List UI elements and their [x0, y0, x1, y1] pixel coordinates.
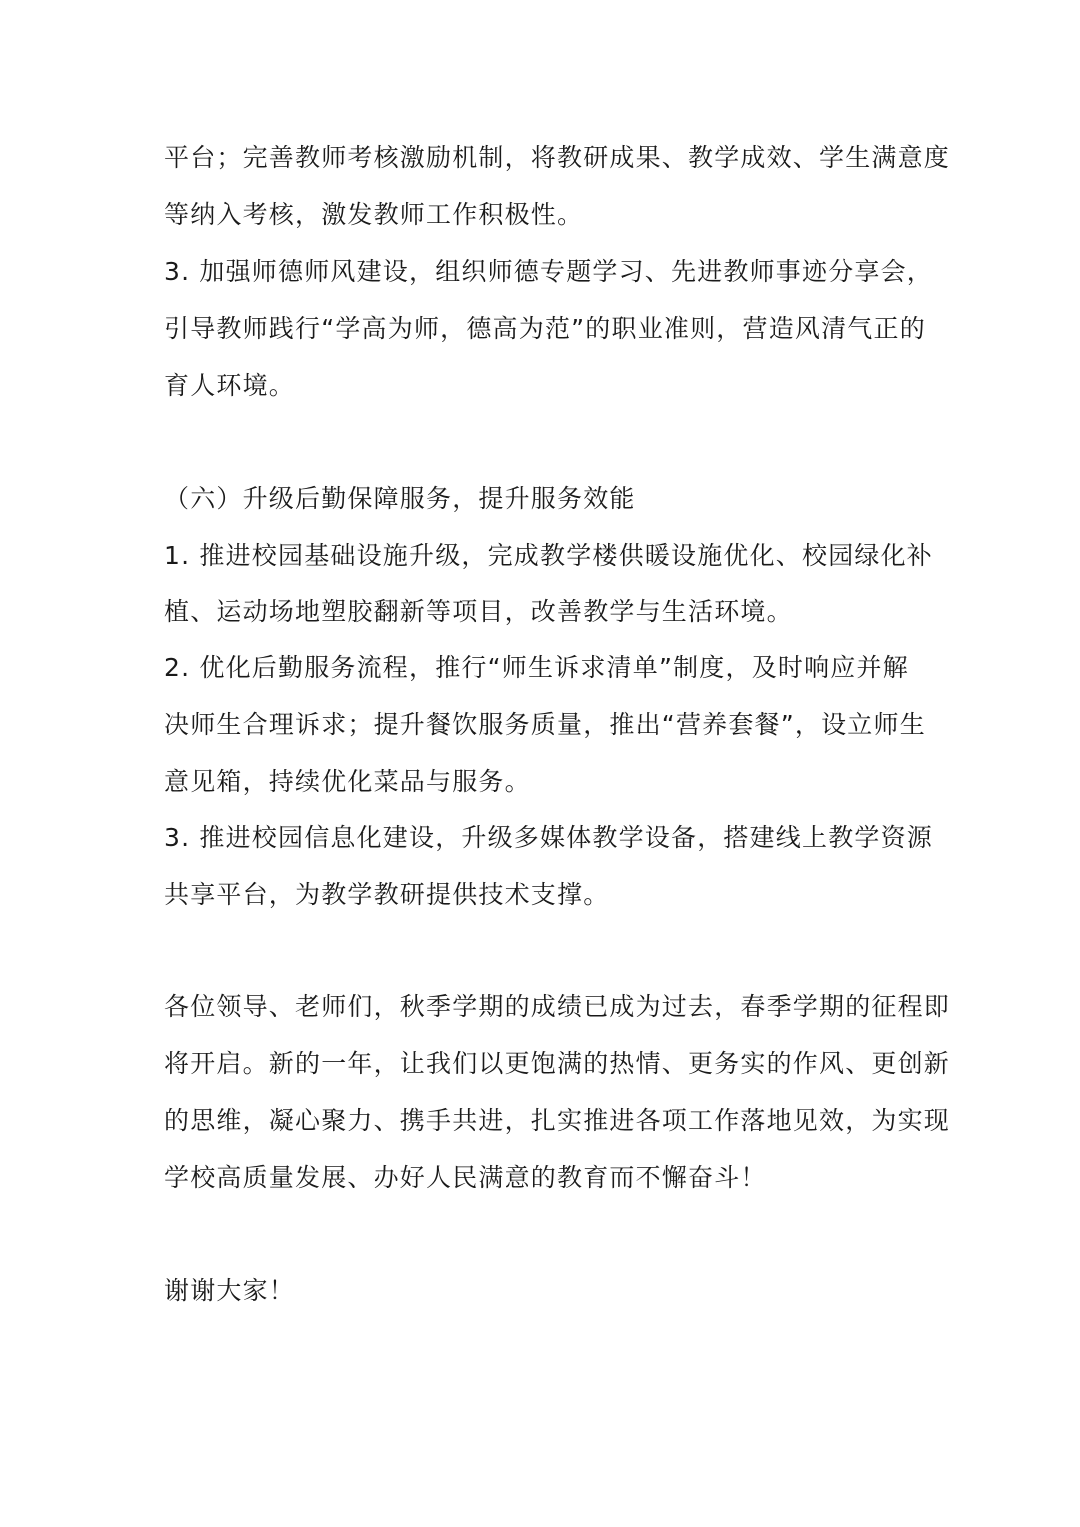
list-item-line: 意见箱，持续优化菜品与服务。 [164, 767, 531, 796]
closing-paragraph-line: 将开启。新的一年，让我们以更饱满的热情、更务实的作风、更创新 [164, 1049, 951, 1078]
closing-paragraph-line: 的思维，凝心聚力、携手共进，扎实推进各项工作落地见效，为实现 [164, 1106, 951, 1135]
list-item-line: 3. 加强师德师风建设，组织师德专题学习、先进教师事迹分享会， [164, 257, 934, 286]
paragraph-line: 平台；完善教师考核激励机制，将教研成果、教学成效、学生满意度 [164, 143, 951, 172]
list-item-line: 育人环境。 [164, 371, 296, 400]
list-item-line: 共享平台，为教学教研提供技术支撑。 [164, 880, 610, 909]
list-item-line: 1. 推进校园基础设施升级，完成教学楼供暖设施优化、校园绿化补 [164, 541, 934, 570]
closing-paragraph-line: 学校高质量发展、办好人民满意的教育而不懈奋斗！ [164, 1163, 767, 1192]
thanks-line: 谢谢大家！ [164, 1276, 296, 1305]
list-item-line: 3. 推进校园信息化建设，升级多媒体教学设备，搭建线上教学资源 [164, 823, 934, 852]
closing-paragraph-line: 各位领导、老师们，秋季学期的成绩已成为过去，春季学期的征程即 [164, 992, 951, 1021]
paragraph-line: 等纳入考核，激发教师工作积极性。 [164, 200, 584, 229]
list-item-line: 植、运动场地塑胶翻新等项目，改善教学与生活环境。 [164, 597, 793, 626]
section-heading: （六）升级后勤保障服务，提升服务效能 [164, 484, 636, 513]
list-item-line: 2. 优化后勤服务流程，推行“师生诉求清单”制度，及时响应并解 [164, 653, 909, 682]
list-item-line: 引导教师践行“学高为师，德高为范”的职业准则，营造风清气正的 [164, 314, 926, 343]
list-item-line: 决师生合理诉求；提升餐饮服务质量，推出“营养套餐”，设立师生 [164, 710, 926, 739]
